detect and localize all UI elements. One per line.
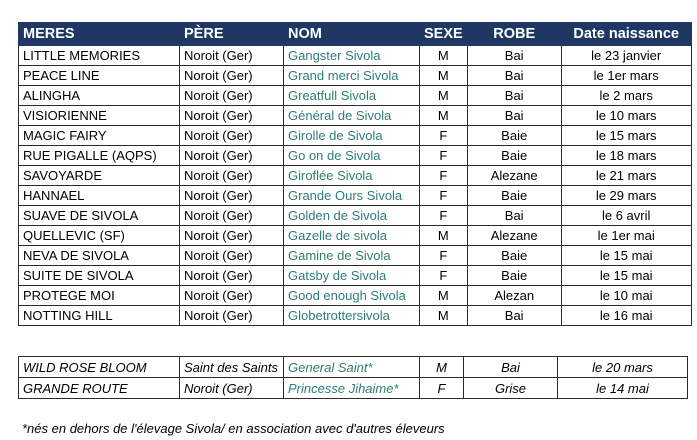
cell-pere: Noroit (Ger) xyxy=(180,378,284,399)
cell-mere: ALINGHA xyxy=(19,86,180,106)
cell-robe: Bai xyxy=(467,66,561,86)
cell-sexe: M xyxy=(420,306,468,326)
cell-robe: Baie xyxy=(467,126,561,146)
cell-date: le 15 mars xyxy=(561,126,691,146)
cell-date: le 1er mars xyxy=(561,66,691,86)
cell-robe: Alezan xyxy=(467,286,561,306)
header-nom: NOM xyxy=(284,23,420,46)
cell-robe: Baie xyxy=(467,246,561,266)
cell-nom: Globetrottersivola xyxy=(284,306,420,326)
cell-mere: GRANDE ROUTE xyxy=(19,378,180,399)
foals-table xyxy=(18,22,692,326)
table-row xyxy=(19,306,692,326)
cell-mere: NEVA DE SIVOLA xyxy=(19,246,180,266)
cell-date: le 2 mars xyxy=(561,86,691,106)
cell-nom: General Saint* xyxy=(284,357,420,378)
table-row xyxy=(19,106,692,126)
cell-robe: Baie xyxy=(467,146,561,166)
extra-table-row xyxy=(19,378,688,399)
cell-date: le 23 janvier xyxy=(561,46,691,66)
cell-robe: Baie xyxy=(467,266,561,286)
cell-nom: Gamine de Sivola xyxy=(284,246,420,266)
cell-sexe: M xyxy=(420,106,468,126)
header-pere: PÈRE xyxy=(180,23,284,46)
cell-robe: Grise xyxy=(464,378,558,399)
cell-pere: Saint des Saints xyxy=(180,357,284,378)
cell-sexe: M xyxy=(420,357,464,378)
cell-robe: Bai xyxy=(467,306,561,326)
cell-pere: Noroit (Ger) xyxy=(180,46,284,66)
cell-pere: Noroit (Ger) xyxy=(180,306,284,326)
cell-pere: Noroit (Ger) xyxy=(180,66,284,86)
cell-nom: Go on de Sivola xyxy=(284,146,420,166)
cell-mere: SUAVE DE SIVOLA xyxy=(19,206,180,226)
cell-nom: Girolle de Sivola xyxy=(284,126,420,146)
cell-sexe: F xyxy=(420,126,468,146)
cell-sexe: F xyxy=(420,206,468,226)
cell-nom: Giroflée Sivola xyxy=(284,166,420,186)
cell-sexe: F xyxy=(420,186,468,206)
cell-pere: Noroit (Ger) xyxy=(180,266,284,286)
cell-sexe: M xyxy=(420,46,468,66)
cell-robe: Alezane xyxy=(467,166,561,186)
cell-sexe: M xyxy=(420,66,468,86)
cell-mere: NOTTING HILL xyxy=(19,306,180,326)
cell-pere: Noroit (Ger) xyxy=(180,206,284,226)
table-row xyxy=(19,46,692,66)
cell-date: le 6 avril xyxy=(561,206,691,226)
cell-mere: MAGIC FAIRY xyxy=(19,126,180,146)
cell-date: le 15 mai xyxy=(561,266,691,286)
cell-nom: Golden de Sivola xyxy=(284,206,420,226)
cell-robe: Bai xyxy=(467,106,561,126)
cell-pere: Noroit (Ger) xyxy=(180,246,284,266)
cell-sexe: F xyxy=(420,246,468,266)
cell-date: le 10 mai xyxy=(561,286,691,306)
cell-mere: WILD ROSE BLOOM xyxy=(19,357,180,378)
cell-date: le 16 mai xyxy=(561,306,691,326)
table-row xyxy=(19,186,692,206)
cell-nom: Général de Sivola xyxy=(284,106,420,126)
cell-robe: Bai xyxy=(464,357,558,378)
table-row xyxy=(19,166,692,186)
cell-date: le 18 mars xyxy=(561,146,691,166)
cell-robe: Baie xyxy=(467,186,561,206)
footnote: *nés en dehors de l'élevage Sivola/ en association avec d'autres éleveurs xyxy=(22,421,445,436)
header-robe: ROBE xyxy=(467,23,561,46)
cell-nom: Good enough Sivola xyxy=(284,286,420,306)
cell-nom: Princesse Jihaime* xyxy=(284,378,420,399)
extra-table-row xyxy=(19,357,688,378)
cell-date: le 15 mai xyxy=(561,246,691,266)
cell-sexe: M xyxy=(420,226,468,246)
cell-mere: RUE PIGALLE (AQPS) xyxy=(19,146,180,166)
cell-pere: Noroit (Ger) xyxy=(180,226,284,246)
cell-pere: Noroit (Ger) xyxy=(180,126,284,146)
table-row xyxy=(19,126,692,146)
cell-nom: Gangster Sivola xyxy=(284,46,420,66)
table-row xyxy=(19,146,692,166)
cell-date: le 20 mars xyxy=(558,357,688,378)
header-date-naissance: Date naissance xyxy=(561,23,691,46)
table-row xyxy=(19,86,692,106)
extra-foals-table xyxy=(18,356,688,399)
table-row xyxy=(19,66,692,86)
cell-mere: QUELLEVIC (SF) xyxy=(19,226,180,246)
cell-mere: SAVOYARDE xyxy=(19,166,180,186)
cell-nom: Grand merci Sivola xyxy=(284,66,420,86)
table-row xyxy=(19,206,692,226)
cell-robe: Bai xyxy=(467,206,561,226)
cell-sexe: F xyxy=(420,166,468,186)
cell-pere: Noroit (Ger) xyxy=(180,166,284,186)
cell-pere: Noroit (Ger) xyxy=(180,186,284,206)
cell-mere: HANNAEL xyxy=(19,186,180,206)
cell-date: le 14 mai xyxy=(558,378,688,399)
cell-date: le 21 mars xyxy=(561,166,691,186)
cell-robe: Alezane xyxy=(467,226,561,246)
cell-sexe: F xyxy=(420,146,468,166)
cell-sexe: M xyxy=(420,86,468,106)
cell-robe: Bai xyxy=(467,46,561,66)
cell-pere: Noroit (Ger) xyxy=(180,146,284,166)
cell-mere: PEACE LINE xyxy=(19,66,180,86)
header-row xyxy=(19,23,692,46)
cell-nom: Grande Ours Sivola xyxy=(284,186,420,206)
cell-date: le 10 mars xyxy=(561,106,691,126)
cell-mere: PROTEGE MOI xyxy=(19,286,180,306)
cell-pere: Noroit (Ger) xyxy=(180,106,284,126)
table-row xyxy=(19,266,692,286)
cell-mere: LITTLE MEMORIES xyxy=(19,46,180,66)
cell-mere: VISIORIENNE xyxy=(19,106,180,126)
cell-robe: Bai xyxy=(467,86,561,106)
cell-mere: SUITE DE SIVOLA xyxy=(19,266,180,286)
cell-date: le 29 mars xyxy=(561,186,691,206)
table-row xyxy=(19,226,692,246)
header-meres: MERES xyxy=(19,23,180,46)
cell-pere: Noroit (Ger) xyxy=(180,286,284,306)
cell-nom: Gatsby de Sivola xyxy=(284,266,420,286)
table-row xyxy=(19,246,692,266)
cell-nom: Greatfull Sivola xyxy=(284,86,420,106)
cell-sexe: F xyxy=(420,266,468,286)
cell-sexe: M xyxy=(420,286,468,306)
header-sexe: SEXE xyxy=(420,23,468,46)
cell-date: le 1er mai xyxy=(561,226,691,246)
cell-nom: Gazelle de sivola xyxy=(284,226,420,246)
cell-pere: Noroit (Ger) xyxy=(180,86,284,106)
cell-sexe: F xyxy=(420,378,464,399)
table-row xyxy=(19,286,692,306)
